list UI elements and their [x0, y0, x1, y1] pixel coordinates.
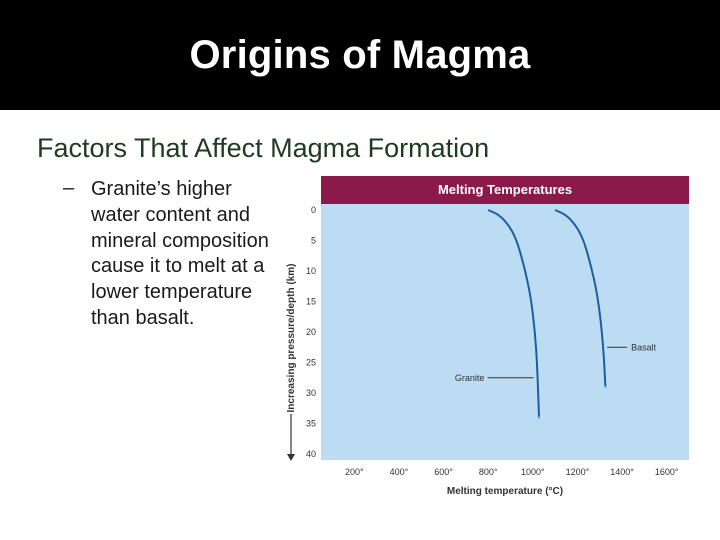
plot-area	[321, 204, 689, 460]
x-tick-label: 200°	[345, 467, 364, 477]
bullet-text: Granite’s higher water content and mineral composition cause it to melt at a lower temperature than basalt.	[91, 178, 269, 329]
x-axis-title: Melting temperature (°C)	[446, 486, 564, 497]
x-tick-label: 600°	[434, 467, 453, 477]
y-tick-label: 25	[305, 357, 316, 368]
y-axis-title: Increasing pressure/depth (km)	[286, 263, 297, 413]
title-bar	[0, 0, 720, 110]
melting-temperature-chart	[282, 174, 692, 500]
slide-heading: Factors That Affect Magma Formation	[37, 133, 490, 163]
y-tick-label: 30	[305, 388, 316, 398]
y-tick-label: 20	[305, 327, 316, 337]
y-tick-label: 5	[310, 235, 316, 246]
chart-title: Melting Temperatures	[437, 182, 573, 197]
x-tick-label: 1000°	[521, 467, 545, 477]
x-tick-label: 400°	[389, 467, 409, 477]
x-tick-label: 1400°	[610, 467, 634, 477]
series-label-granite: Granite	[454, 372, 485, 383]
bullet-marker: –	[63, 177, 75, 199]
x-tick-label: 1200°	[565, 467, 590, 477]
y-tick-label: 40	[305, 449, 316, 459]
x-tick-label: 800°	[478, 467, 498, 477]
x-tick-label: 1600°	[654, 467, 679, 477]
y-tick-labels	[306, 205, 316, 459]
slide-title: Origins of Magma	[189, 32, 531, 77]
chart-svg	[282, 174, 692, 500]
y-tick-label: 10	[305, 266, 316, 276]
y-tick-label: 15	[305, 296, 316, 307]
series-label-basalt: Basalt	[631, 342, 657, 353]
y-axis-arrow	[287, 414, 295, 461]
y-tick-label: 35	[305, 418, 316, 429]
y-tick-label: 0	[310, 205, 316, 215]
x-tick-labels	[345, 467, 679, 477]
